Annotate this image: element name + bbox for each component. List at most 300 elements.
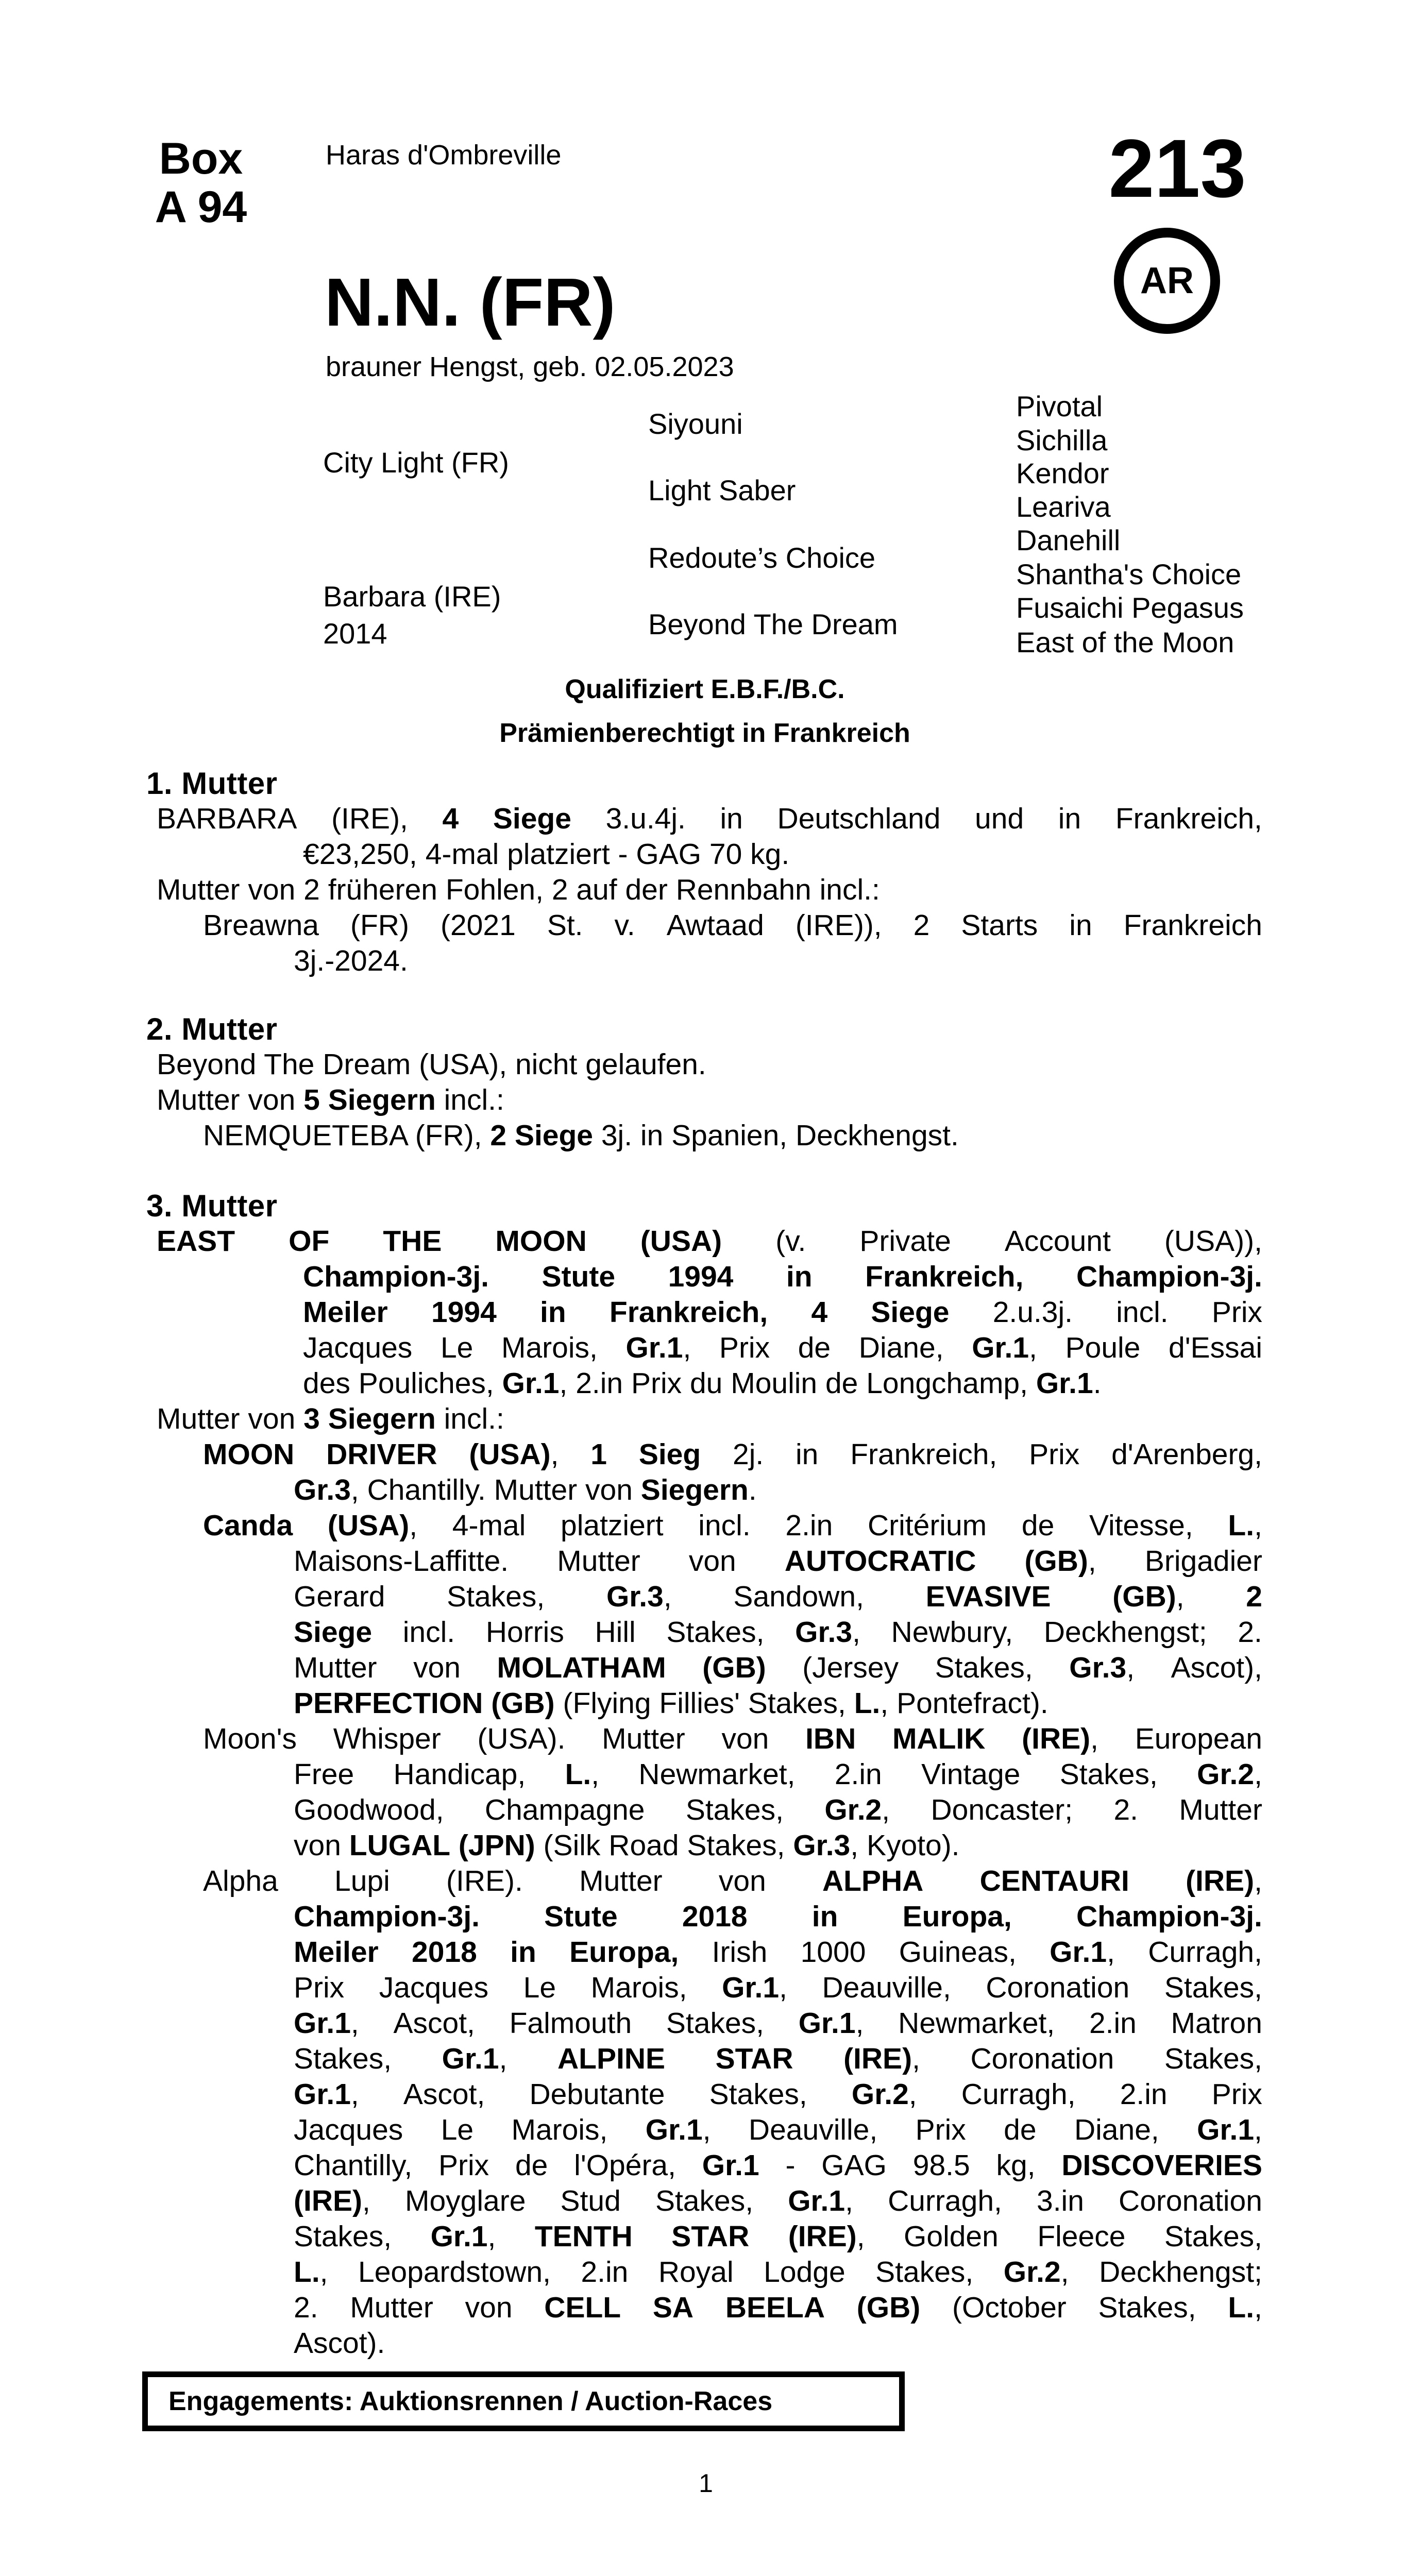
word (591, 1970, 687, 2006)
text: von (294, 1829, 341, 1862)
word (1098, 2290, 1196, 2326)
word (303, 1402, 320, 1435)
text: Pouliches, (358, 1367, 494, 1400)
word (1111, 1437, 1262, 1472)
text: (FR), (415, 1119, 482, 1152)
entry-line (294, 1828, 1262, 1863)
word (785, 1508, 833, 1544)
text: , (845, 2184, 853, 2217)
word (1148, 1935, 1262, 1970)
text: von (248, 1083, 296, 1116)
entry-line (157, 1082, 1262, 1118)
word (515, 1119, 593, 1152)
word (788, 2183, 853, 2219)
text: Deauville, (822, 1971, 951, 2004)
word (1164, 2219, 1262, 2255)
word (403, 2077, 485, 2112)
word (916, 2112, 966, 2148)
text: Deckhengst; (1043, 1616, 1207, 1649)
word (811, 1295, 827, 1330)
word (638, 1757, 795, 1792)
bold-text: 1 (590, 1438, 607, 1471)
bold-text: Meiler (294, 1936, 379, 1969)
word (722, 1970, 787, 2006)
text: , (487, 2220, 496, 2253)
bold-text: (IRE) (1022, 1722, 1091, 1755)
pedigree-dam-year: 2014 (323, 617, 387, 650)
word (1135, 1721, 1262, 1757)
bold-text: Gr.3 (294, 1473, 351, 1506)
text: 1000 (800, 1936, 866, 1969)
word (1119, 2183, 1262, 2219)
word (535, 2219, 633, 2255)
word (1004, 2112, 1036, 2148)
word (557, 2041, 665, 2077)
text: in (1069, 909, 1092, 942)
word (303, 873, 320, 906)
text: 3j.-2024. (294, 944, 408, 977)
pedigree-gen3-2: Sichilla (1016, 424, 1108, 456)
word (294, 2219, 392, 2255)
bold-text: Gr.2 (851, 2078, 909, 2111)
word (1116, 1295, 1168, 1330)
word (486, 1615, 564, 1650)
word (639, 1437, 701, 1472)
word (350, 908, 409, 943)
text: Gerard (294, 1580, 385, 1613)
text: Whisper (333, 1722, 441, 1755)
bold-text: DISCOVERIES (1061, 2149, 1262, 2182)
bold-text: in (510, 1936, 536, 1969)
entry-line (294, 2148, 1262, 2183)
bold-text: STAR (715, 2042, 793, 2075)
text: Stakes, (709, 2078, 807, 2111)
word (502, 1367, 568, 1400)
text: Stakes, (685, 1793, 784, 1826)
bold-text: Champion-3j. (294, 1900, 480, 1933)
word (653, 2290, 693, 2326)
word (491, 1687, 554, 1720)
word (676, 873, 811, 906)
word (576, 873, 617, 906)
text: von (721, 1722, 769, 1755)
word (667, 908, 764, 943)
text: , (1126, 1651, 1135, 1684)
bold-text: L. (565, 1758, 591, 1791)
bold-text: in (786, 1260, 813, 1293)
word (493, 801, 571, 837)
word (602, 1721, 685, 1757)
text: Coronation (1119, 2184, 1262, 2217)
bold-text: Siege (493, 802, 571, 835)
word (367, 1473, 486, 1506)
text: Kyoto). (866, 1829, 960, 1862)
text: , (1088, 1545, 1096, 1578)
word (618, 838, 628, 871)
bold-text: 2 (490, 1119, 507, 1152)
text: Fleece (1037, 2220, 1126, 2253)
text: auf (576, 873, 617, 906)
text: Ascot, (403, 2078, 485, 2111)
bold-text: L. (854, 1687, 881, 1720)
word (606, 801, 686, 837)
word (904, 2219, 999, 2255)
word (590, 1437, 607, 1472)
text: Vitesse, (1089, 1509, 1193, 1542)
text: Fohlen, (445, 873, 544, 906)
word (820, 873, 880, 906)
word (419, 1048, 507, 1081)
text: , (350, 2078, 359, 2111)
text: incl. (698, 1509, 751, 1542)
word (359, 1367, 494, 1400)
entry-line (303, 1330, 1262, 1366)
bold-text: (IRE) (788, 2220, 857, 2253)
word (350, 2290, 433, 2326)
word (1065, 1330, 1141, 1366)
text: . (1093, 1367, 1102, 1400)
word (294, 1970, 344, 2006)
bold-text: MOON (495, 1225, 587, 1258)
text: de (798, 1331, 831, 1364)
box-label: Box (159, 134, 243, 183)
word (719, 1330, 770, 1366)
word (1186, 1863, 1262, 1899)
text: Mutter (294, 1651, 377, 1684)
word (441, 908, 516, 943)
text: BARBARA (157, 802, 297, 835)
text: und (975, 802, 1024, 835)
entry-line (294, 943, 1262, 979)
text: (IRE). (446, 1865, 523, 1897)
text: 70 (709, 838, 742, 871)
text: der (625, 873, 668, 906)
word (442, 2041, 508, 2077)
text: Stakes, (294, 2042, 392, 2075)
entry-line (294, 2183, 1262, 2219)
entry-line (203, 1118, 1262, 1154)
bold-text: (GB) (702, 1651, 766, 1684)
word (615, 908, 635, 943)
word (646, 2112, 711, 2148)
word (1022, 1721, 1098, 1757)
word (875, 2255, 973, 2290)
word (585, 1048, 706, 1081)
word (294, 1544, 509, 1579)
word (796, 1119, 959, 1152)
word (785, 1544, 976, 1579)
text: The (264, 1048, 315, 1081)
word (1076, 1259, 1262, 1295)
text: 3.u.4j. (605, 802, 686, 835)
bold-text: MALIK (892, 1722, 986, 1755)
entry-line (294, 2219, 1262, 2255)
bold-text: Siege (871, 1296, 950, 1329)
word (788, 2219, 865, 2255)
text: Matron (1171, 2007, 1262, 2040)
text: Prix (1029, 1438, 1080, 1471)
text: , (1254, 1865, 1262, 1897)
word (682, 1899, 748, 1935)
text: , (559, 1367, 568, 1400)
bold-text: L. (294, 2256, 320, 2289)
word (248, 873, 295, 906)
text: Stud (560, 2184, 621, 2217)
entry-line (294, 2077, 1262, 2112)
word (447, 1579, 545, 1615)
text: , (850, 1829, 859, 1862)
text: Marois, (501, 1331, 598, 1364)
word (294, 1757, 354, 1792)
text: v. (614, 909, 635, 942)
text: von (585, 1473, 633, 1506)
entry-line (303, 837, 1262, 872)
word (1069, 908, 1092, 943)
word (801, 1935, 866, 1970)
bold-text: Gr.1 (722, 1971, 780, 2004)
word (659, 1687, 740, 1720)
text: Curragh, (961, 2078, 1076, 2111)
word (865, 1259, 1023, 1295)
word (405, 2183, 526, 2219)
bold-text: Siege (294, 1616, 373, 1649)
word (798, 1330, 831, 1366)
word (996, 2148, 1036, 2183)
word (203, 908, 319, 943)
word (581, 2255, 628, 2290)
word (658, 2255, 734, 2290)
word (294, 2327, 385, 2360)
word (843, 2041, 920, 2077)
word (802, 1650, 899, 1686)
text: , (663, 1580, 672, 1613)
word (561, 1508, 664, 1544)
pedigree-gen3-3: Kendor (1016, 457, 1109, 489)
bold-text: (USA) (327, 1509, 410, 1542)
bold-text: Gr.1 (502, 1367, 560, 1400)
word (698, 1508, 750, 1544)
text: Curragh, (1148, 1936, 1262, 1969)
text: Diane, (1074, 2113, 1159, 2146)
text: , (1060, 2256, 1069, 2289)
word (358, 2255, 551, 2290)
pedigree-dam-sire: Redoute’s Choice (648, 541, 876, 574)
word (935, 1650, 1033, 1686)
word (294, 1615, 372, 1650)
text: , (880, 1687, 889, 1720)
word (1061, 2148, 1262, 2183)
word (671, 1119, 787, 1152)
word (850, 1437, 997, 1472)
bold-text: Frankreich, (865, 1260, 1024, 1293)
text: Deckhengst. (796, 1119, 959, 1152)
bold-text: ALPHA (822, 1865, 924, 1897)
text: 2.in (785, 1509, 833, 1542)
entry-line (303, 1366, 1262, 1401)
text: incl.: (444, 1402, 504, 1435)
lot-number: 213 (1108, 122, 1246, 214)
text: Chantilly, (294, 2149, 413, 2182)
word (1179, 1792, 1262, 1828)
word (328, 873, 437, 906)
word (415, 1119, 482, 1152)
entry-line (294, 1579, 1262, 1615)
text: von (413, 1651, 461, 1684)
text: Moulin (731, 1367, 818, 1400)
qualification-ebf: Qualifiziert E.B.F./B.C. (565, 674, 845, 704)
word (1099, 2255, 1262, 2290)
word (913, 2148, 970, 2183)
word (403, 1615, 455, 1650)
bold-text: 4 (442, 802, 459, 835)
word (750, 838, 789, 871)
text: von (248, 873, 296, 906)
pedigree-dam: Barbara (IRE) (323, 580, 501, 613)
word (1004, 2255, 1069, 2290)
text: (v. (775, 1225, 806, 1258)
text: (USA)), (1164, 1225, 1262, 1258)
word (412, 1935, 477, 1970)
word (888, 2183, 1002, 2219)
text: 2 (303, 873, 320, 906)
entry-line (203, 1863, 1262, 1899)
text: Hill (595, 1616, 636, 1649)
word (786, 1259, 813, 1295)
text: , (1254, 2113, 1262, 2146)
text: . (748, 1473, 757, 1506)
word (1113, 1792, 1138, 1828)
bold-text: 2 (1246, 1580, 1262, 1613)
text: (FR) (350, 909, 409, 942)
bold-text: OF (289, 1225, 330, 1258)
bold-text: Gr.2 (824, 1793, 882, 1826)
bold-text: DRIVER (326, 1438, 437, 1471)
text: 2.in (576, 1367, 623, 1400)
bold-text: (GB) (1112, 1580, 1176, 1613)
text: 2. (294, 2291, 318, 2324)
word (452, 1508, 526, 1544)
text: Marois, (590, 1971, 687, 2004)
word (1145, 1544, 1262, 1579)
word (203, 1721, 297, 1757)
text: 2.in (1120, 2078, 1168, 2111)
word (898, 2006, 1055, 2041)
entry-line (157, 872, 1262, 908)
bold-text: 5 (303, 1083, 320, 1116)
text: l'Opéra, (574, 2149, 676, 2182)
text: Leopardstown, (358, 2256, 551, 2289)
section-title: 3. Mutter (146, 1189, 278, 1223)
word (961, 908, 1038, 943)
text: kg. (750, 838, 790, 871)
text: Newbury, (891, 1616, 1013, 1649)
word (303, 1259, 489, 1295)
word (349, 1829, 450, 1862)
entry-line (294, 2112, 1262, 2148)
text: Beyond (157, 1048, 257, 1081)
word (203, 1437, 294, 1472)
text: Ascot). (294, 2327, 385, 2360)
text: incl. (402, 1616, 455, 1649)
bold-text: PERFECTION (294, 1687, 483, 1720)
bold-text: (USA) (640, 1225, 722, 1258)
text: Newmarket, (898, 2007, 1055, 2040)
word (1124, 908, 1262, 943)
bold-text: 3 (303, 1402, 320, 1435)
word (303, 1330, 412, 1366)
word (1060, 1757, 1158, 1792)
text: Doncaster; (931, 1793, 1073, 1826)
word (515, 1048, 577, 1081)
word (446, 873, 544, 906)
text: Mutter (157, 1083, 240, 1116)
word (793, 1829, 858, 1862)
pedigree-sire-sire: Siyouni (648, 408, 743, 440)
text: Alpha (203, 1865, 278, 1897)
text: Critérium (867, 1509, 987, 1542)
text: früheren (328, 873, 437, 906)
word (709, 2077, 807, 2112)
word (574, 2148, 676, 2183)
bold-text: Stute (544, 1900, 618, 1933)
word (671, 2219, 749, 2255)
text: , (1176, 1580, 1185, 1613)
entry-line (203, 1437, 1262, 1472)
bold-text: Gr.1 (1036, 1367, 1093, 1400)
bold-text: Gr.1 (798, 2007, 856, 2040)
word (764, 2255, 845, 2290)
text: Frankreich (1123, 909, 1262, 942)
word (796, 908, 882, 943)
text: - (785, 2149, 796, 2182)
word (1029, 1437, 1079, 1472)
word (413, 1650, 461, 1686)
text: 2.u.3j. (992, 1296, 1073, 1329)
word (749, 2112, 877, 2148)
text: Maisons-Laffitte. (294, 1545, 509, 1578)
word (497, 1650, 666, 1686)
word (294, 1792, 444, 1828)
word (294, 2112, 403, 2148)
word (687, 1829, 785, 1862)
word (552, 873, 568, 906)
bold-text: Champion-3j. (303, 1260, 489, 1293)
engagements-text: Engagements: Auktionsrennen / Auction-Races (168, 2386, 773, 2416)
entry-line (294, 1757, 1262, 1792)
text: Stakes, (748, 1687, 846, 1720)
text: Breawna (203, 909, 319, 942)
word (606, 1579, 672, 1615)
text: Prix (631, 1367, 682, 1400)
word (859, 1330, 944, 1366)
word (626, 1330, 691, 1366)
text: , (591, 1758, 600, 1791)
word (394, 1757, 526, 1792)
text: , (1254, 1758, 1262, 1791)
word (1228, 2290, 1262, 2326)
text: Account (1004, 1225, 1111, 1258)
word (294, 1899, 480, 1935)
text: Chantilly. (367, 1473, 486, 1506)
entry-line (294, 1686, 1262, 1721)
text: nicht (515, 1048, 578, 1081)
word (835, 1757, 882, 1792)
word (328, 1402, 436, 1435)
word (719, 1863, 766, 1899)
word (328, 1508, 417, 1544)
bold-text: 2018 (682, 1900, 748, 1933)
bold-text: Gr.1 (702, 2149, 759, 2182)
